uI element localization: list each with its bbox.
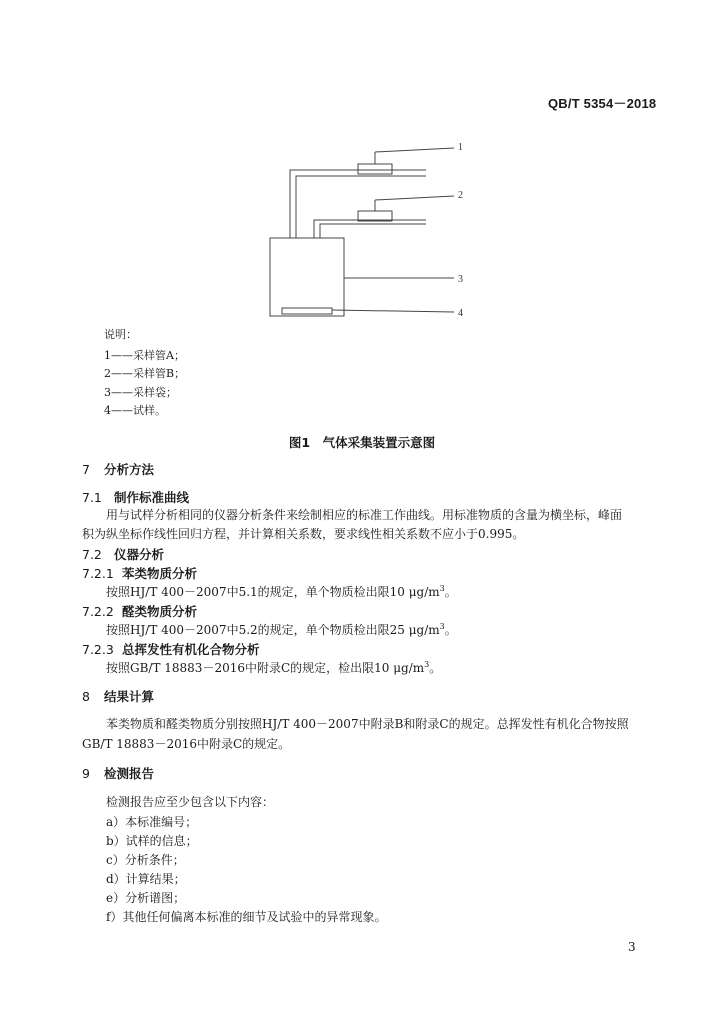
section-number: 8 (82, 689, 90, 704)
report-intro: 检测报告应至少包含以下内容： (106, 795, 275, 809)
sampling-bag (270, 238, 344, 316)
superscript: 3 (439, 622, 445, 631)
legend-item: 3——采样袋； (104, 386, 177, 399)
detection-limit-text: 按照HJ/T 400－2007中5.2的规定，单个物质检出限25 μg/m (106, 623, 440, 637)
section-7-1-heading (82, 488, 189, 506)
section-7-2-3-heading (82, 640, 260, 658)
list-item: b）试样的信息； (106, 834, 198, 848)
section-title: 制作标准曲线 (114, 490, 190, 505)
section-7-2-1-heading (82, 564, 197, 582)
paragraph-line: 用与试样分析相同的仪器分析条件来绘制相应的标准工作曲线。用标准物质的含量为横坐标，峰面 (106, 508, 623, 522)
page-number: 3 (628, 940, 636, 954)
section-number: 7.2 (82, 547, 102, 562)
section-number: 7.2.1 (82, 566, 114, 581)
section-7-2-2-heading (82, 602, 197, 620)
section-title: 检测报告 (104, 766, 155, 781)
detection-limit-text: 按照GB/T 18883－2016中附录C的规定，检出限10 μg/m (106, 661, 425, 675)
sample-block (282, 308, 332, 314)
section-title: 仪器分析 (114, 547, 165, 562)
legend-item: 2——采样管B； (104, 367, 186, 380)
list-item: e）分析谱图； (106, 891, 186, 905)
paragraph-line (106, 621, 457, 638)
section-number: 7.2.3 (82, 642, 114, 657)
standard-code: QB/T 5354－2018 (548, 96, 657, 111)
section-7-2-heading (82, 545, 164, 563)
sentence-end: 。 (444, 585, 457, 599)
list-item: d）计算结果； (106, 872, 186, 886)
paragraph-line (106, 659, 441, 676)
section-number: 7.2.2 (82, 604, 114, 619)
section-title: 醛类物质分析 (122, 604, 198, 619)
callout-3: 3 (458, 274, 463, 285)
legend-title: 说明： (104, 328, 137, 341)
list-item: a）本标准编号； (106, 815, 198, 829)
section-title: 苯类物质分析 (122, 566, 198, 581)
superscript: 3 (439, 584, 445, 593)
section-title: 总挥发性有机化合物分析 (122, 642, 260, 657)
paragraph-line: 积为纵坐标作线性回归方程，并计算相关系数，要求线性相关系数不应小于0.995。 (82, 527, 525, 541)
section-8-heading (82, 687, 154, 705)
callout-1: 1 (458, 142, 463, 153)
sampling-tube-a (358, 164, 392, 174)
tube-b-line (314, 220, 426, 238)
callout-4: 4 (458, 308, 463, 319)
tube-a-line (290, 170, 426, 238)
legend-item: 4——试样。 (104, 404, 166, 417)
section-number: 9 (82, 766, 90, 781)
list-item: f）其他任何偏离本标准的细节及试验中的异常现象。 (106, 910, 387, 924)
sentence-end: 。 (429, 661, 442, 675)
figure-caption: 图1 气体采集装置示意图 (288, 435, 436, 450)
section-number: 7 (82, 462, 90, 477)
paragraph-line: 苯类物质和醛类物质分别按照HJ/T 400－2007中附录B和附录C的规定。总挥发性有机化合物按照 (106, 717, 629, 731)
callout-2: 2 (458, 190, 463, 201)
paragraph-line: GB/T 18883－2016中附录C的规定。 (82, 737, 291, 751)
section-title: 结果计算 (104, 689, 155, 704)
gas-sampling-device-diagram (262, 138, 482, 320)
superscript: 3 (424, 660, 430, 669)
paragraph-line (106, 583, 457, 600)
section-number: 7.1 (82, 490, 102, 505)
sentence-end: 。 (444, 623, 457, 637)
section-7-heading (82, 460, 154, 478)
section-9-heading (82, 764, 154, 782)
detection-limit-text: 按照HJ/T 400－2007中5.1的规定，单个物质检出限10 μg/m (106, 585, 440, 599)
legend-item: 1——采样管A； (104, 349, 185, 362)
list-item: c）分析条件； (106, 853, 185, 867)
section-title: 分析方法 (104, 462, 155, 477)
